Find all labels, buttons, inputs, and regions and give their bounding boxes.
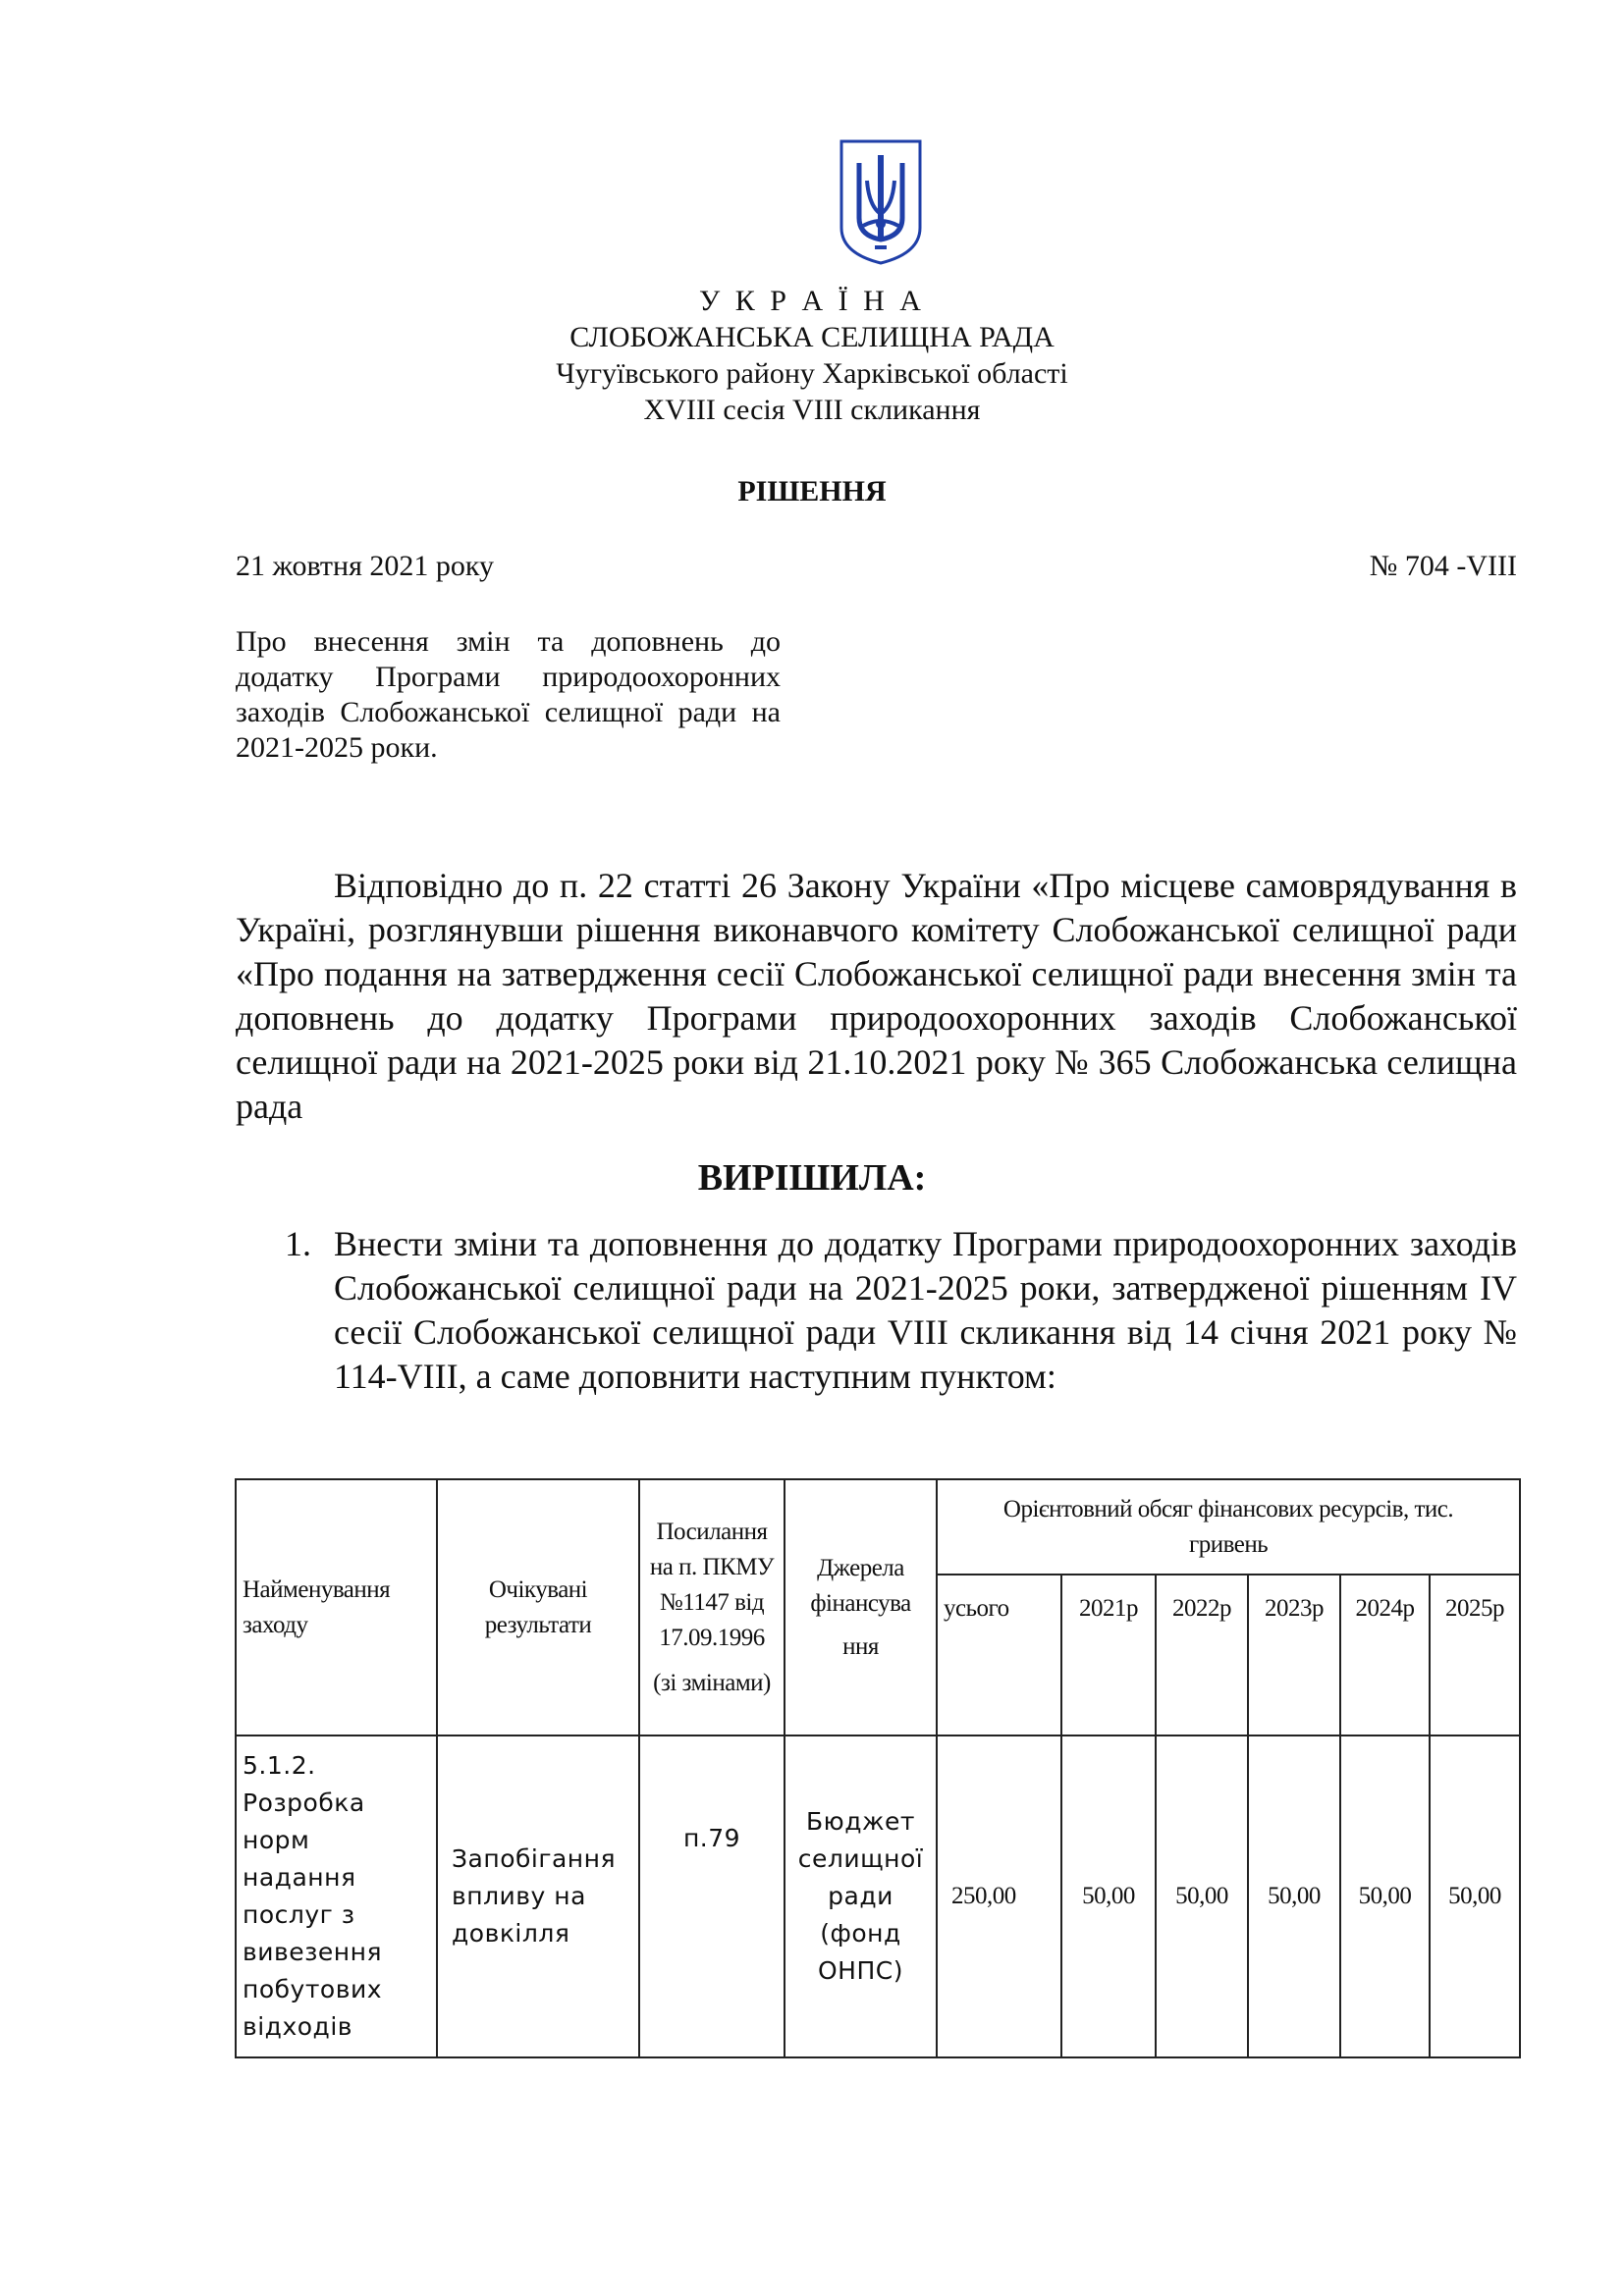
document-type: РІШЕННЯ — [737, 475, 887, 507]
item-number: 1. — [285, 1224, 311, 1263]
row-year-value: 50,00 — [1340, 1735, 1430, 2057]
table-row — [236, 1735, 1520, 2057]
preamble-paragraph: Відповідно до п. 22 статті 26 Закону України «Про місцеве самоврядування в Україні, розглянувши рішення виконавчого комітету Слобожанської селищної ради «Про подання на затвердження сесії Слобожанської селищної ради внесення змін та доповнень до додатку Програми природоохоронних заходів Слобожанської селищної ради на 2021-2025 роки від 21.10.2021 року № 365 Слобожанська селищна рада — [236, 866, 1517, 1126]
country-name: У К Р А Ї Н А — [699, 285, 925, 317]
header-year: 2021р — [1061, 1575, 1156, 1735]
header-reference-note: (зі змінами) — [653, 1669, 771, 1696]
decision-number: № 704 -VIII — [1369, 550, 1517, 582]
district-name: Чугуївського району Харківської області — [556, 357, 1068, 390]
row-year-value: 50,00 — [1430, 1735, 1520, 2057]
row-results: Запобігання впливу на довкілля — [437, 1735, 639, 2057]
header-sources-cont: ння — [842, 1632, 879, 1660]
decision-date: 21 жовтня 2021 року — [236, 550, 495, 582]
coat-of-arms-icon — [838, 137, 924, 267]
resolved-heading: ВИРІШИЛА: — [697, 1157, 927, 1199]
header-sources-text: Джерела фінансува — [810, 1554, 911, 1617]
header-reference — [639, 1479, 785, 1735]
row-year-value: 50,00 — [1248, 1735, 1340, 2057]
item-text: Внести зміни та доповнення до додатку Програми природоохоронних заходів Слобожанської селищної ради на 2021-2025 роки, затвердженої рішенням IV сесії Слобожанської селищної ради VIII скликання від 14 січня 2021 року № 114-VIII, а саме доповнити наступним пунктом: — [334, 1224, 1517, 1396]
header-year: 2022р — [1156, 1575, 1248, 1735]
decision-subject: Про внесення змін та доповнень до додатку Програми природоохоронних заходів Слобожанської селищної ради на 2021-2025 роки. — [236, 625, 781, 764]
header-results: Очікувані результати — [437, 1479, 639, 1735]
council-name: СЛОБОЖАНСЬКА СЕЛИЩНА РАДА — [569, 321, 1055, 353]
header-funding: Орієнтовний обсяг фінансових ресурсів, тис. гривень — [937, 1479, 1520, 1575]
header-reference-text: Посилання на п. ПКМУ №1147 від 17.09.1996 — [649, 1518, 775, 1651]
header-year: 2024р — [1340, 1575, 1430, 1735]
row-reference: п.79 — [639, 1735, 785, 2057]
row-name: 5.1.2. Розробка норм надання послуг з вивезення побутових відходів — [236, 1735, 437, 2057]
header-total: усього — [937, 1575, 1061, 1735]
table-header-row — [236, 1479, 1520, 1575]
row-sources: Бюджет селищної ради (фонд ОНПС) — [785, 1735, 937, 2057]
row-total: 250,00 — [937, 1735, 1061, 2057]
row-year-value: 50,00 — [1061, 1735, 1156, 2057]
header-name: Найменування заходу — [236, 1479, 437, 1735]
program-table — [235, 1478, 1521, 2058]
header-year: 2023р — [1248, 1575, 1340, 1735]
header-sources — [785, 1479, 937, 1735]
session-name: XVIII сесія VIII скликання — [643, 394, 981, 426]
header-year: 2025р — [1430, 1575, 1520, 1735]
row-year-value: 50,00 — [1156, 1735, 1248, 2057]
